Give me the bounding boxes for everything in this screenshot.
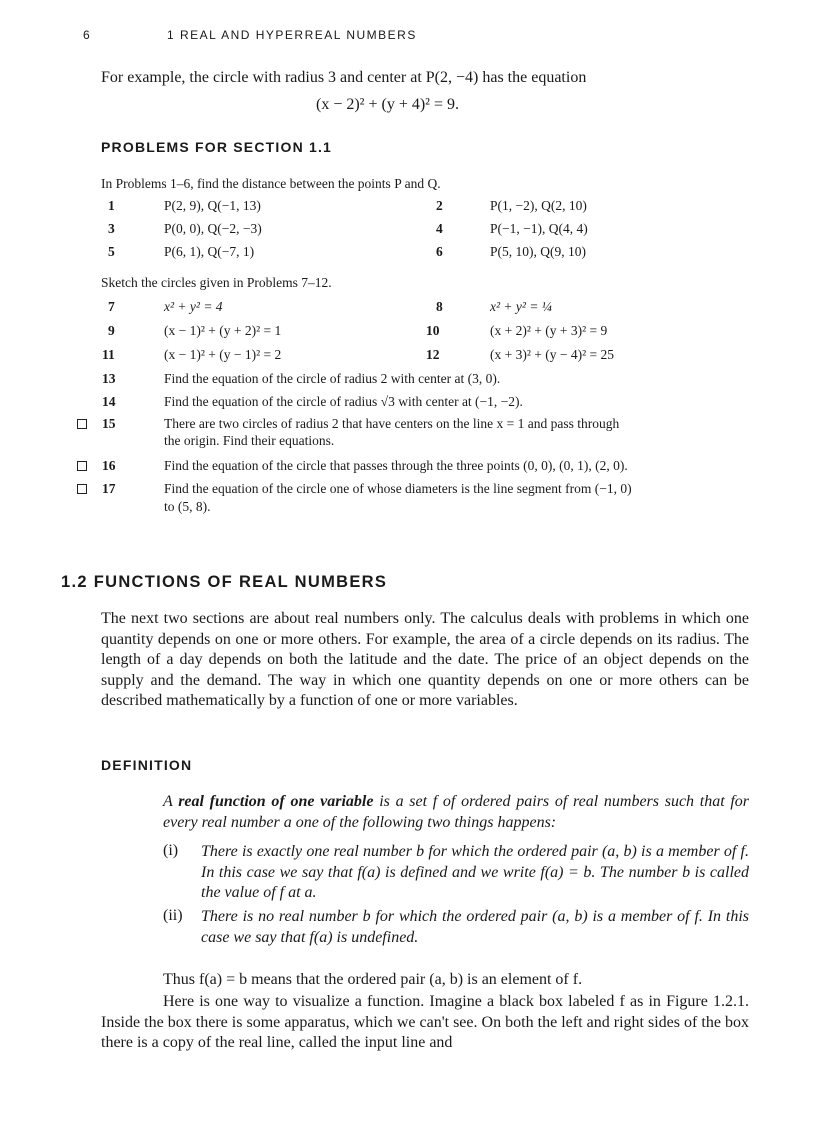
problem-15-text-line2: the origin. Find their equations. xyxy=(164,433,335,448)
problem-number: 14 xyxy=(102,394,116,409)
problem-text: P(6, 1), Q(−7, 1) xyxy=(164,244,255,259)
problem-number: 7 xyxy=(108,299,115,314)
page-number: 6 xyxy=(83,28,92,42)
problem-text: x² + y² = ¼ xyxy=(490,299,552,314)
definition-term: real function of one variable xyxy=(178,793,374,810)
problem-text: P(0, 0), Q(−2, −3) xyxy=(164,221,262,236)
problem-text: (x − 1)² + (y + 2)² = 1 xyxy=(164,323,282,338)
problem-text: P(5, 10), Q(9, 10) xyxy=(490,244,586,259)
problem-number: 16 xyxy=(102,458,116,473)
problem-text: (x + 3)² + (y − 4)² = 25 xyxy=(490,347,615,362)
problem-number: 2 xyxy=(436,198,443,213)
problems-instruction-1: In Problems 1–6, find the distance between the points P and Q. xyxy=(101,176,441,191)
problem-number: 4 xyxy=(436,221,443,236)
problem-number: 12 xyxy=(426,347,440,362)
intro-sentence: For example, the circle with radius 3 and center at P(2, −4) has the equation xyxy=(101,69,587,86)
problem-text: P(−1, −1), Q(4, 4) xyxy=(490,221,588,236)
definition-lead-a: A xyxy=(163,793,179,810)
definition-heading: DEFINITION xyxy=(101,757,193,773)
definition-item-1-label: (i) xyxy=(163,842,179,859)
closing-line: Thus f(a) = b means that the ordered pair (a, b) is an element of f. xyxy=(163,971,583,988)
problem-text: x² + y² = 4 xyxy=(164,299,223,314)
problem-number: 3 xyxy=(108,221,115,236)
problem-17-text-line1: Find the equation of the circle one of whose diameters is the line segment from (−1, 0) xyxy=(164,481,632,496)
definition-item-2-label: (ii) xyxy=(163,907,183,924)
problem-number: 1 xyxy=(108,198,115,213)
section-paragraph: The next two sections are about real numbers only. The calculus deals with problems in which one quantity depends on one or more others. For example, the area of a circle depends on its radius. The length of a day depends on both the latitude and the date. The price of an object depends on the supply and the demand. The way in which one quantity depends on one or more others can be described mathematically by a function of one or more variables. xyxy=(101,610,749,709)
starred-checkbox-icon xyxy=(77,484,87,494)
problem-number: 15 xyxy=(102,416,116,431)
problem-14-text: Find the equation of the circle of radius √3 with center at (−1, −2). xyxy=(164,394,523,409)
problem-number: 17 xyxy=(102,481,116,496)
problems-heading: PROBLEMS FOR SECTION 1.1 xyxy=(101,139,333,155)
definition-item-2: There is no real number b for which the ordered pair (a, b) is a member of f. In this case we say that f(a) is undefined. xyxy=(201,908,749,946)
problem-text: (x + 2)² + (y + 3)² = 9 xyxy=(490,323,608,338)
problem-number: 10 xyxy=(426,323,440,338)
problem-text: (x − 1)² + (y − 1)² = 2 xyxy=(164,347,282,362)
problem-number: 6 xyxy=(436,244,443,259)
problem-number: 13 xyxy=(102,371,116,386)
problem-number: 8 xyxy=(436,299,443,314)
definition-lead-b: is a set f of ordered pairs of real numbers such that for every real number a one of the following two things happens: xyxy=(163,793,750,831)
running-header: 1 REAL AND HYPERREAL NUMBERS xyxy=(167,28,417,42)
definition-item-1: There is exactly one real number b for which the ordered pair (a, b) is a member of f. In this case we say that f(a) is defined and we write f(a) = b. The number b is called the value of f at a. xyxy=(201,843,749,901)
problem-number: 5 xyxy=(108,244,115,259)
problems-instruction-2: Sketch the circles given in Problems 7–12. xyxy=(101,275,332,290)
definition-lead xyxy=(163,792,749,833)
problem-13-text: Find the equation of the circle of radius 2 with center at (3, 0). xyxy=(164,371,501,386)
problem-number: 9 xyxy=(108,323,115,338)
starred-checkbox-icon xyxy=(77,461,87,471)
problem-15-text-line1: There are two circles of radius 2 that have centers on the line x = 1 and pass through xyxy=(164,416,620,431)
starred-checkbox-icon xyxy=(77,419,87,429)
closing-paragraph: Here is one way to visualize a function. Imagine a black box labeled f as in Figure 1.2.1. Inside the box there is some apparatus, which we can't see. On both the left and right sides of the box there is a copy of the real line, called the input line and xyxy=(101,993,749,1051)
section-heading: 1.2 FUNCTIONS OF REAL NUMBERS xyxy=(61,573,388,591)
problem-16-text: Find the equation of the circle that passes through the three points (0, 0), (0, 1), (2, 0). xyxy=(164,458,628,473)
problem-text: P(2, 9), Q(−1, 13) xyxy=(164,198,261,213)
problem-17-text-line2: to (5, 8). xyxy=(164,499,211,514)
intro-equation: (x − 2)² + (y + 4)² = 9. xyxy=(316,96,459,113)
problem-number: 11 xyxy=(102,347,115,362)
problem-text: P(1, −2), Q(2, 10) xyxy=(490,198,587,213)
